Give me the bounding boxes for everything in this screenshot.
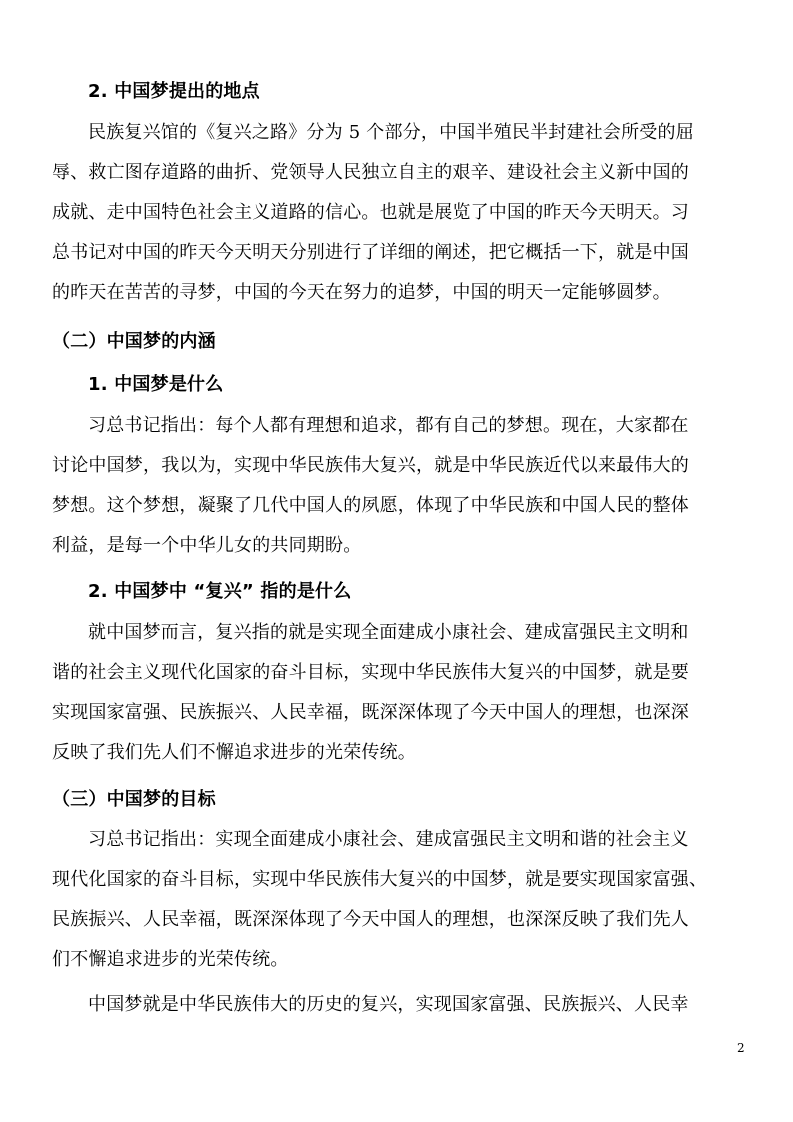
paragraph-line: 的昨天在苦苦的寻梦，中国的今天在努力的追梦，中国的明天一定能够圆梦。 — [52, 282, 671, 303]
paragraph-line: 梦想。这个梦想，凝聚了几代中国人的夙愿，体现了中华民族和中国人民的整体 — [52, 495, 689, 516]
paragraph-line: 讨论中国梦，我以为，实现中华民族伟大复兴，就是中华民族近代以来最伟大的 — [52, 455, 689, 476]
paragraph-line: 习总书记指出：实现全面建成小康社会、建成富强民主文明和谐的社会主义 — [88, 829, 689, 850]
paragraph-line: 就中国梦而言，复兴指的就是实现全面建成小康社会、建成富强民主文明和 — [88, 622, 689, 643]
paragraph-line: 民族振兴、人民幸福，既深深体现了今天中国人的理想，也深深反映了我们先人 — [52, 909, 689, 930]
paragraph-line: 总书记对中国的昨天今天明天分别进行了详细的阐述，把它概括一下，就是中国 — [52, 242, 689, 263]
paragraph-line: 民族复兴馆的《复兴之路》分为 5 个部分，中国半殖民半封建社会所受的屈 — [88, 122, 694, 143]
paragraph-line: 们不懈追求进步的光荣传统。 — [52, 949, 289, 970]
paragraph-line: 现代化国家的奋斗目标，实现中华民族伟大复兴的中国梦，就是要实现国家富强、 — [52, 869, 708, 890]
paragraph-line: 反映了我们先人们不懈追求进步的光荣传统。 — [52, 742, 416, 763]
paragraph-line: 实现国家富强、民族振兴、人民幸福，既深深体现了今天中国人的理想，也深深 — [52, 702, 689, 723]
subheading-what-is: 1. 中国梦是什么 — [88, 374, 224, 395]
paragraph-line: 利益，是每一个中华儿女的共同期盼。 — [52, 535, 362, 556]
subheading-revival: 2. 中国梦中 “复兴” 指的是什么 — [88, 581, 352, 602]
paragraph-line: 中国梦就是中华民族伟大的历史的复兴，实现国家富强、民族振兴、人民幸 — [88, 994, 689, 1015]
section-heading-goal: （三）中国梦的目标 — [52, 789, 216, 810]
paragraph-line: 谐的社会主义现代化国家的奋斗目标，实现中华民族伟大复兴的中国梦，就是要 — [52, 662, 689, 683]
subheading-location: 2. 中国梦提出的地点 — [88, 81, 260, 102]
paragraph-line: 习总书记指出：每个人都有理想和追求，都有自己的梦想。现在，大家都在 — [88, 415, 689, 436]
paragraph-line: 辱、救亡图存道路的曲折、党领导人民独立自主的艰辛、建设社会主义新中国的 — [52, 162, 689, 183]
page-number: 2 — [737, 1041, 745, 1055]
paragraph-line: 成就、走中国特色社会主义道路的信心。也就是展览了中国的昨天今天明天。习 — [52, 202, 689, 223]
section-heading-connotation: （二）中国梦的内涵 — [52, 331, 216, 352]
